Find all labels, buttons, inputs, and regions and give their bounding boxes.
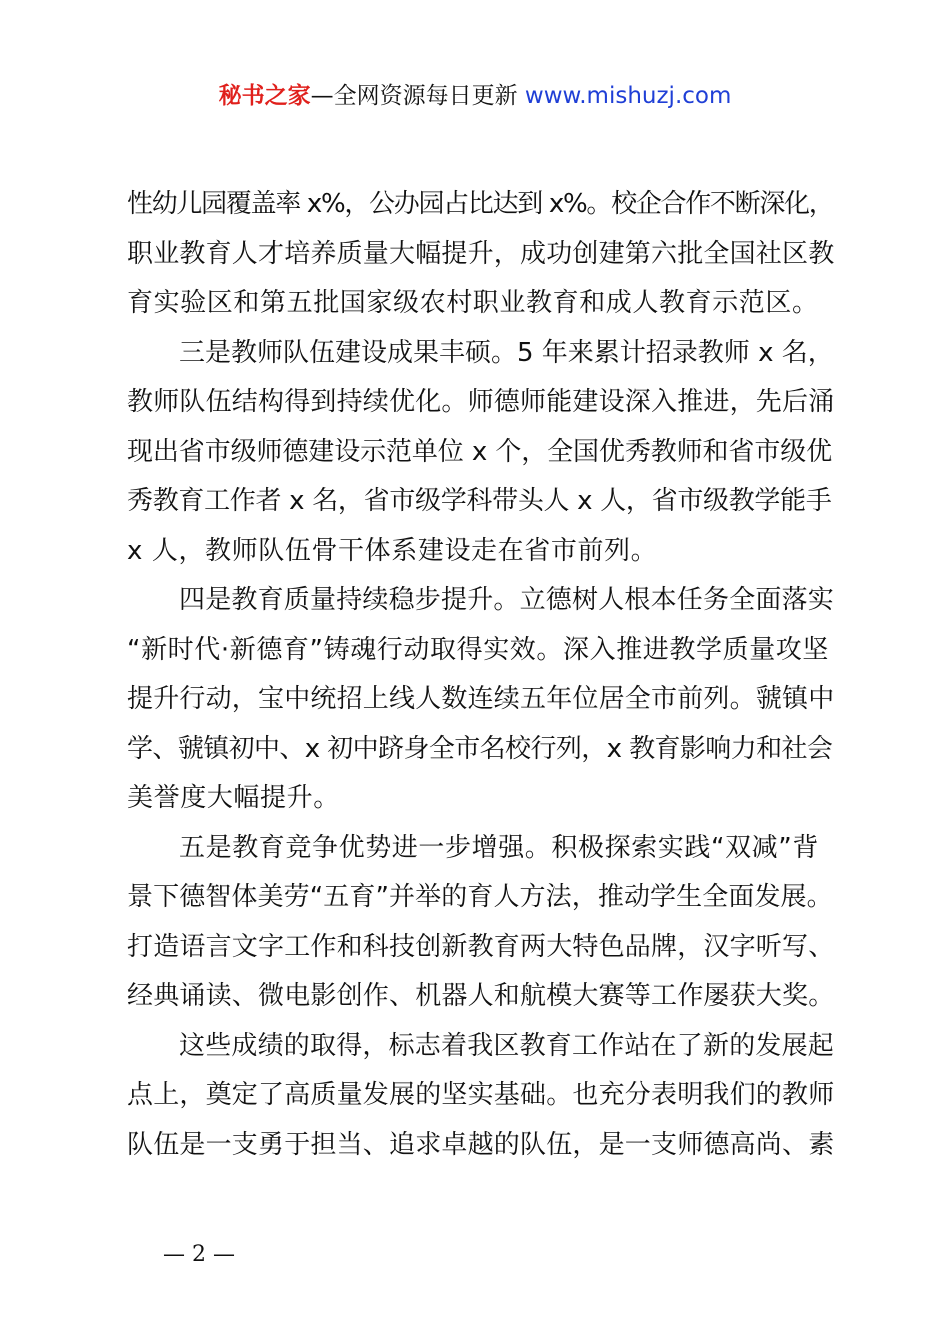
text-line: 职业教育人才培养质量大幅提升，成功创建第六批全国社区教 bbox=[127, 238, 835, 269]
text-line: 景下德智体美劳“五育”并举的育人方法，推动学生全面发展。 bbox=[127, 882, 833, 912]
text-line: “新时代·新德育”铸魂行动取得实效。深入推进教学质量攻坚 bbox=[127, 634, 830, 665]
page-number: — 2 — bbox=[163, 1242, 235, 1267]
header-brand: 秘书之家 bbox=[218, 83, 311, 109]
site-header bbox=[0, 80, 950, 112]
text-line: 现出省市级师德建设示范单位 x 个，全国优秀教师和省市级优 bbox=[127, 436, 833, 467]
text-line: x 人，教师队伍骨干体系建设走在省市前列。 bbox=[127, 535, 658, 566]
text-line: 打造语言文字工作和科技创新教育两大特色品牌，汉字听写、 bbox=[127, 931, 835, 962]
text-line: 美誉度大幅提升。 bbox=[127, 783, 340, 813]
text-line: 性幼儿园覆盖率 x%，公办园占比达到 x%。校企合作不断深化， bbox=[127, 189, 834, 219]
document-body bbox=[127, 180, 834, 1170]
text-line: 点上，奠定了高质量发展的坚实基础。也充分表明我们的教师 bbox=[127, 1080, 835, 1110]
header-url-link[interactable]: www.mishuzj.com bbox=[524, 83, 732, 109]
text-line: 队伍是一支勇于担当、追求卓越的队伍，是一支师德高尚、素 bbox=[127, 1129, 835, 1160]
paragraph-start-line: 四是教育质量持续稳步提升。立德树人根本任务全面落实 bbox=[179, 585, 835, 615]
text-line: 提升行动，宝中统招上线人数连续五年位居全市前列。虢镇中 bbox=[127, 684, 835, 714]
text-line: 教师队伍结构得到持续优化。师德师能建设深入推进，先后涌 bbox=[127, 387, 835, 417]
text-line: 秀教育工作者 x 名，省市级学科带头人 x 人，省市级教学能手 bbox=[127, 486, 832, 516]
text-line: 育实验区和第五批国家级农村职业教育和成人教育示范区。 bbox=[127, 288, 819, 318]
paragraph-start-line: 这些成绩的取得，标志着我区教育工作站在了新的发展起 bbox=[179, 1030, 835, 1061]
paragraph-start-line: 三是教师队伍建设成果丰硕。5 年来累计招录教师 x 名， bbox=[179, 337, 834, 368]
header-tagline: —全网资源每日更新 bbox=[310, 83, 525, 109]
text-line: 经典诵读、微电影创作、机器人和航模大赛等工作屡获大奖。 bbox=[127, 981, 835, 1011]
text-line: 学、虢镇初中、x 初中跻身全市名校行列，x 教育影响力和社会 bbox=[127, 733, 833, 764]
paragraph-start-line: 五是教育竞争优势进一步增强。积极探索实践“双减”背 bbox=[179, 832, 819, 863]
